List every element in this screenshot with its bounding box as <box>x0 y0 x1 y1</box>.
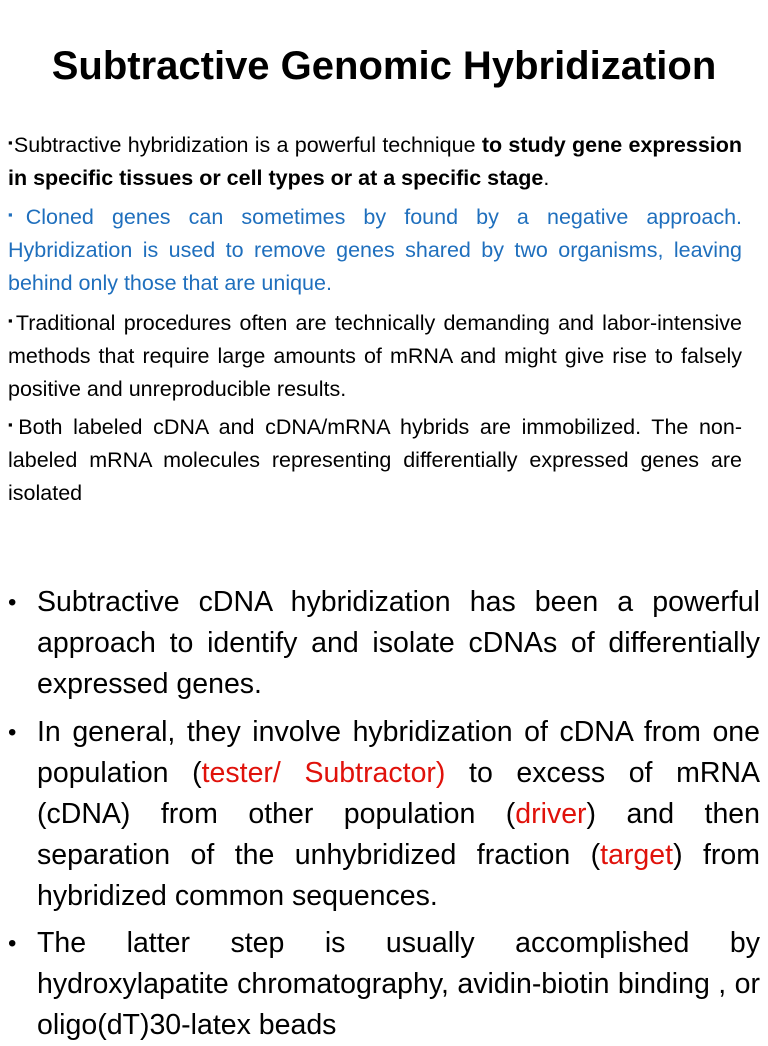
paragraph-1-text: Subtractive hybridization is a powerful technique <box>13 133 482 157</box>
bullet-item-3 <box>8 923 760 1046</box>
bullet-2-text-c: ) and then separation of the unhybridized fraction ( <box>37 798 760 871</box>
bullet-item-1 <box>8 582 760 705</box>
bullet-2-text <box>37 712 760 917</box>
bullet-3-text: The latter step is usually accomplished by hydroxylapatite chromatography, avidin-biotin binding , or oligo(dT)30-latex beads <box>37 927 760 1041</box>
paragraph-4-text: Both labeled cDNA and cDNA/mRNA hybrids are immobilized. The non-labeled mRNA molecules representing differentially expressed genes are isolated <box>8 415 743 505</box>
paragraph-2-text: Cloned genes can sometimes by found by a negative approach. Hybridization is used to remove genes shared by two organisms, leaving behind only those that are unique. <box>8 205 742 295</box>
bullet-2-text-d: ) from hybridized common sequences. <box>37 839 760 912</box>
tester-term: tester/ Subtractor) <box>201 757 446 789</box>
bullet-item-2 <box>8 712 760 917</box>
paragraph-1 <box>8 126 742 195</box>
paragraph-3 <box>8 304 742 406</box>
paragraph-1-end: . <box>543 166 550 190</box>
paragraph-4 <box>8 408 742 510</box>
bullet-dot-icon: • <box>8 719 17 746</box>
paragraph-3-text: Traditional procedures often are technically demanding and labor-intensive methods that require large amounts of mRNA and might give rise to falsely positive and unreproducible results. <box>8 311 742 401</box>
paragraph-1-bold-text: to study gene expression in specific tissues or cell types or at a specific stage <box>8 133 743 190</box>
bullet-1-text: Subtractive cDNA hybridization has been a powerful approach to identify and isolate cDNAs of differentially expressed genes. <box>37 586 760 700</box>
bullet-2-text-b: to excess of mRNA (cDNA) from other population ( <box>37 757 760 830</box>
page-title: Subtractive Genomic Hybridization <box>51 44 717 88</box>
bullet-dot-icon: • <box>8 930 17 957</box>
square-bullet-icon: ▪ <box>8 313 15 328</box>
bullet-dot-icon: • <box>8 589 17 616</box>
square-bullet-icon: ▪ <box>8 135 13 150</box>
square-bullet-icon: ▪ <box>8 207 25 222</box>
bullet-2-text-a: In general, they involve hybridization of cDNA from one population ( <box>37 716 760 789</box>
paragraph-2 <box>8 198 742 300</box>
driver-term: driver <box>515 798 587 830</box>
target-term: target <box>600 839 674 871</box>
square-bullet-icon: ▪ <box>8 417 18 432</box>
